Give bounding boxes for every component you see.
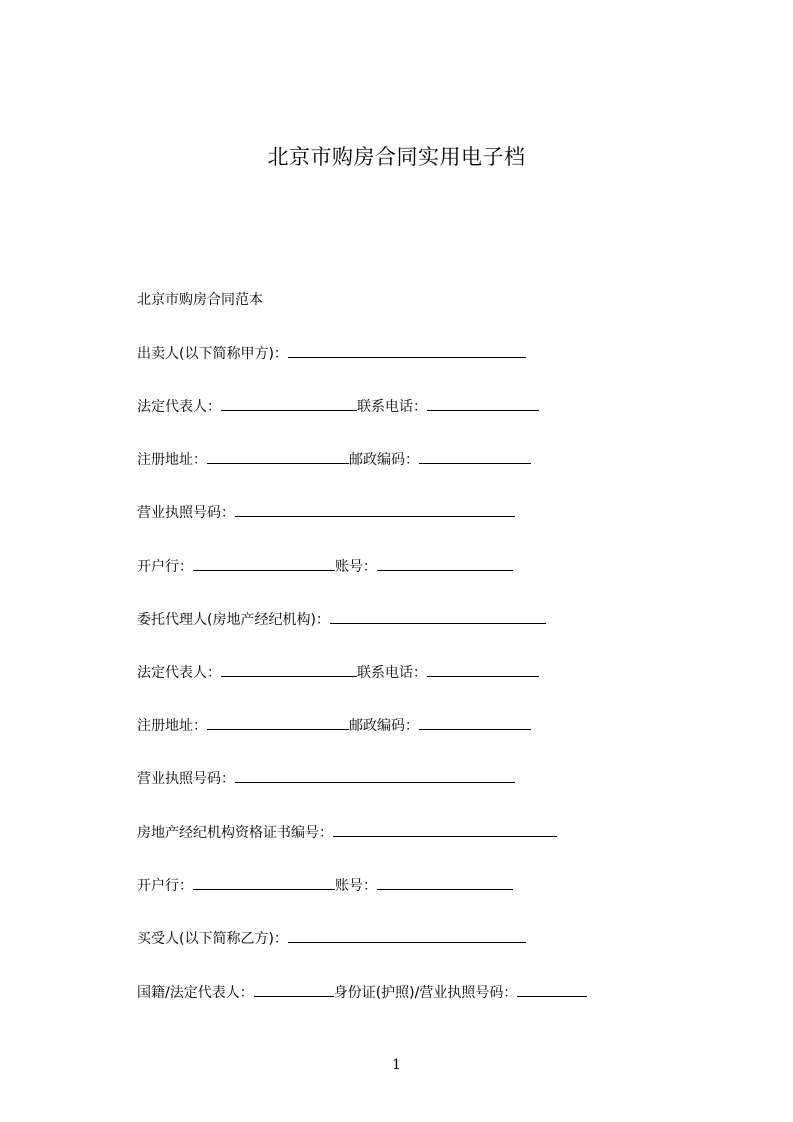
seller-rep-line: [137, 396, 539, 418]
agent-cert-line: [137, 822, 557, 844]
seller-line: [137, 343, 526, 365]
agent-rep-blank[interactable]: [221, 662, 357, 677]
agent-postcode-blank[interactable]: [419, 715, 531, 730]
agent-license-blank[interactable]: [235, 768, 515, 783]
seller-account-blank[interactable]: [377, 556, 513, 571]
agent-label: 委托代理人(房地产经纪机构)：: [137, 612, 330, 628]
seller-postcode-label: 邮政编码：: [349, 452, 419, 468]
page-number: 1: [392, 1057, 401, 1073]
agent-account-blank[interactable]: [377, 875, 513, 890]
buyer-label: 买受人(以下简称乙方)：: [137, 931, 288, 947]
agent-bank-line: [137, 875, 513, 897]
seller-rep-label: 法定代表人：: [137, 399, 221, 415]
agent-cert-blank[interactable]: [333, 822, 557, 837]
seller-bank-label: 开户行：: [137, 559, 193, 575]
buyer-nationality-line: [137, 982, 587, 1004]
buyer-line: [137, 928, 526, 950]
buyer-nationality-blank[interactable]: [254, 982, 334, 997]
agent-line: [137, 609, 546, 631]
agent-address-blank[interactable]: [207, 715, 349, 730]
document-title: 北京市购房合同实用电子档: [267, 145, 526, 169]
seller-blank[interactable]: [288, 343, 526, 358]
buyer-nationality-label: 国籍/法定代表人：: [137, 985, 254, 1001]
agent-rep-label: 法定代表人：: [137, 665, 221, 681]
agent-bank-blank[interactable]: [193, 875, 335, 890]
agent-rep-line: [137, 662, 539, 684]
buyer-id-label: 身份证(护照)/营业执照号码：: [333, 985, 518, 1001]
contract-subtitle: 北京市购房合同范本: [137, 292, 263, 308]
seller-bank-blank[interactable]: [193, 556, 335, 571]
agent-cert-label: 房地产经纪机构资格证书编号：: [137, 825, 333, 841]
seller-label: 出卖人(以下简称甲方)：: [137, 346, 288, 362]
buyer-id-blank[interactable]: [517, 982, 587, 997]
seller-bank-line: [137, 556, 513, 578]
seller-license-label: 营业执照号码：: [137, 505, 235, 521]
agent-address-label: 注册地址：: [137, 718, 207, 734]
seller-address-label: 注册地址：: [137, 452, 207, 468]
agent-postcode-label: 邮政编码：: [349, 718, 419, 734]
agent-blank[interactable]: [330, 609, 546, 624]
agent-license-label: 营业执照号码：: [137, 771, 235, 787]
seller-license-line: [137, 502, 515, 524]
seller-postcode-blank[interactable]: [419, 449, 531, 464]
agent-phone-blank[interactable]: [427, 662, 539, 677]
buyer-blank[interactable]: [288, 928, 526, 943]
agent-license-line: [137, 768, 515, 790]
agent-bank-label: 开户行：: [137, 878, 193, 894]
seller-license-blank[interactable]: [235, 502, 515, 517]
seller-phone-blank[interactable]: [427, 396, 539, 411]
seller-address-blank[interactable]: [207, 449, 349, 464]
agent-phone-label: 联系电话：: [357, 665, 427, 681]
agent-address-line: [137, 715, 531, 737]
agent-account-label: 账号：: [335, 878, 377, 894]
seller-rep-blank[interactable]: [221, 396, 357, 411]
seller-phone-label: 联系电话：: [357, 399, 427, 415]
seller-address-line: [137, 449, 531, 471]
seller-account-label: 账号：: [335, 559, 377, 575]
